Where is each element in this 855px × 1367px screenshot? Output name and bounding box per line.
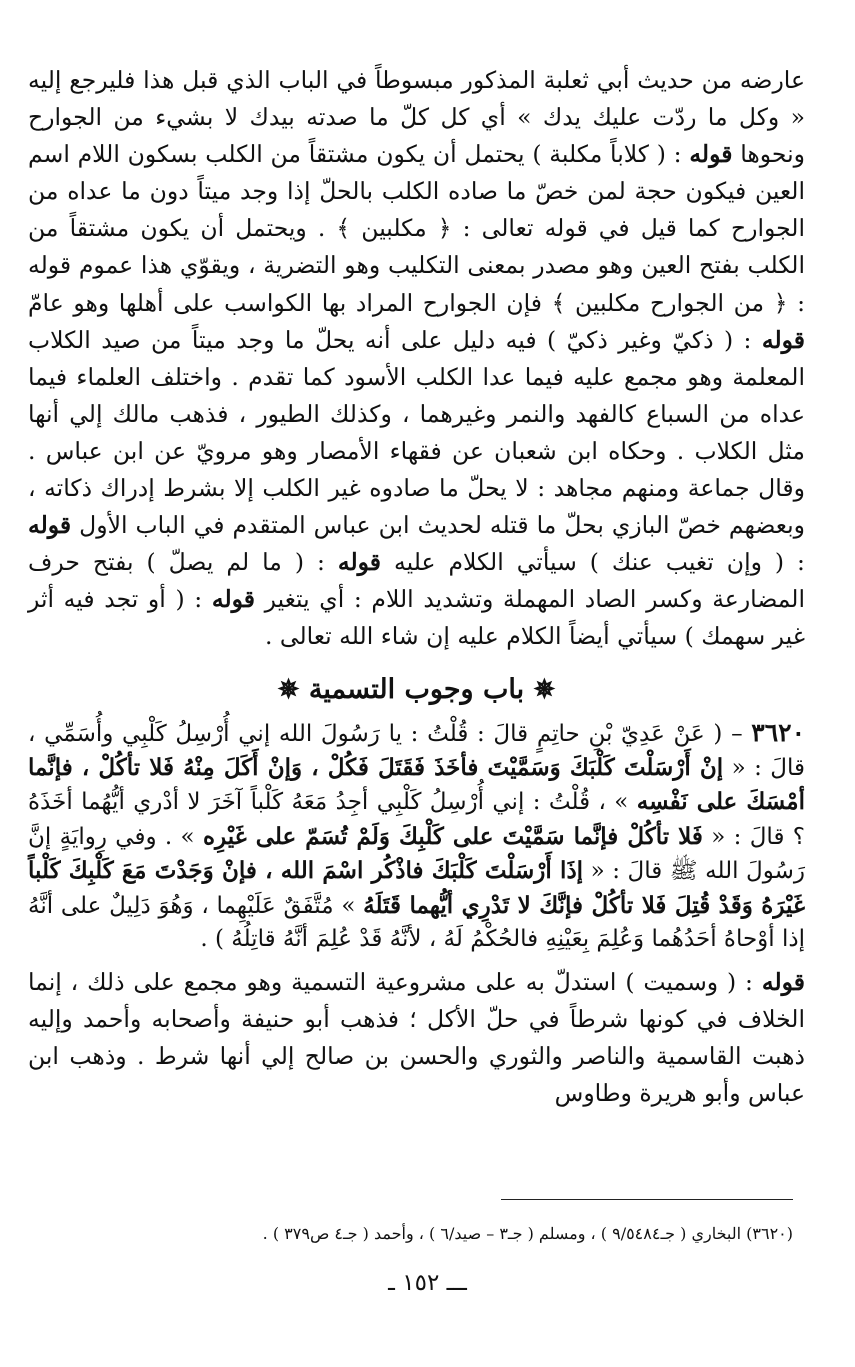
text-run: : ( كلاباً مكلبة ) يحتمل أن يكون مشتقاً من الكلب بسكون اللام اسم العين فيكون حجة لمن خصّ ما صاده الكلب بالحلّ إذا وجد ميتاً دون ما عداه من الجوارح كما قيل في قوله تعالى : ﴿ مكلبين ﴾ . ويحتمل أن يكون مشتقاً من الكلب بفتح العين وهو مصدر بمعنى التكليب وهو التضرية ، ويقوّي هذا عموم قوله : ﴿ من الجوارح مكلبين ﴾ فإن الجوارح المراد بها الكواسب على أهلها وهو عامّ [28,140,805,317]
bold-keyword: قوله [689,140,733,169]
bold-keyword: قوله [211,585,255,614]
hadith-quote-bold: إذَا أَرْسَلْتَ كَلْبَكَ فاذْكُر اسْمَ الله ، فإنْ وَجَدْتَ مَعَ كَلْبِكَ كَلْباً غَيْرَهُ وَقَدْ قُتِلَ فَلا تأكُلْ فإنَّكَ لا تَدْرِي أيُّهما قَتَلَهُ [28,857,805,919]
text-run: : ( أو تجد فيه أثر غير سهمك ) سيأتي أيضاً الكلام عليه إن شاء الله تعالى . [28,585,805,651]
text-run: » ، قُلْتُ : إني أُرْسِلُ كَلْبِي أجِدُ مَعَهُ كَلْباً آخَرَ لا أدْري أيُّهُما أخَذَهُ ؟ قالَ : « [28,789,805,850]
bold-keyword: قوله [761,968,805,997]
star-ornament-icon: ✵ [533,674,556,705]
text-run: عارضه من حديث أبي ثعلبة المذكور مبسوطاً في الباب الذي قبل هذا فليرجع إليه « وكل ما ردّت عليك يدك » أي كل كلّ ما صدته بيدك لا بشيء من الجوارح ونحوها [28,66,805,169]
footnote-divider [501,1199,793,1200]
page-number: ـــ ١٥٢ ـ [388,1270,467,1296]
commentary-paragraph-top [28,62,805,656]
text-run: : ( وسميت ) استدلّ به على مشروعية التسمية وهو مجمع على ذلك ، إنما الخلاف في كونها شرطاً في حلّ الأكل ؛ فذهب أبو حنيفة وأصحابه وأحمد وإليه ذهبت القاسمية والناصر والثوري والحسن بن صالح إلي أنها شرط . وذهب ابن عباس وأبو هريرة وطاوس [28,968,805,1108]
bold-keyword: قوله [337,548,382,577]
chapter-title: باب وجوب التسمية [308,673,525,705]
hadith-quote-bold: إنْ أَرْسَلْتَ كَلْبَكَ وَسَمَّيْتَ فأخَذَ فَقَتَلَ فَكُلْ ، وَإنْ أَكَلَ مِنْهُ فَلا تأكُلْ ، فإنَّما أمْسَكَ على نَفْسِه [28,753,805,816]
text-run: : ( ما لم يصلّ ) بفتح حرف المضارعة وكسر الصاد المهملة وتشديد اللام : أي يتغير [28,548,805,614]
text-run: : ( وإن تغيب عنك ) سيأتي الكلام عليه [394,548,805,577]
bold-keyword: قوله [761,325,805,354]
text-run: : ( ذكيّ وغير ذكيّ ) فيه دليل على أنه يحلّ ما وجد ميتاً من صيد الكلاب المعلمة وهو مجمع عليه فيما عدا الكلب الأسود كما تقدم . واختلف العلماء فيما عداه من السباع كالفهد والنمر وغيرهما ، وكذلك الطيور ، فذهب مالك إلي أنها مثل الكلاب . وحكاه ابن شعبان عن فقهاء الأمصار وهو مرويّ عن ابن عباس . وقال جماعة ومنهم مجاهد : لا يحلّ ما صادوه غير الكلب إلا بشرط إدراك ذكاته ، وبعضهم خصّ البازي بحلّ ما قتله لحديث ابن عباس المتقدم في الباب الأول [28,325,805,540]
chapter-heading [28,670,805,710]
text-run: » مُتَّفَقٌ عَلَيْهِما ، وَهُوَ دَلِيلٌ على أنَّهُ إذا أوْحاهُ أحَدُهُما وَعُلِمَ بِعَيْنِهِ فالحُكْمُ لَهُ ، لأنَّهُ قَدْ عُلِمَ أنَّهُ قاتِلُهُ ) . [28,892,805,952]
star-ornament-icon: ✵ [277,674,300,705]
bold-keyword: قوله [28,511,72,540]
hadith-quote-bold: فَلا تأكُلْ فإنَّما سَمَّيْتَ على كَلْبِكَ وَلَمْ تُسَمّ على غَيْرِه [202,822,703,850]
footnote: (٣٦٢٠) البخاري ( جـ٩/٥٤٨٤ ) ، ومسلم ( جـ٣ – صيد/٦ ) ، وأحمد ( جـ٤ ص٣٧٩ ) . [262,1224,793,1243]
text-run: – ( عَنْ عَدِيّ بْنِ حاتِمٍ قالَ : قُلْتُ : يا رَسُولَ الله إني أُرْسِلُ كَلْبِي وأُسَمِّي ، قالَ : « [28,720,806,781]
hadith-text [28,716,805,957]
text-run: » . وفي رِوايَةٍ إنَّ رَسُولَ الله ﷺ قالَ : « [28,823,805,885]
hadith-number: ٣٦٢٠ [751,717,805,747]
commentary-paragraph-bottom [28,964,805,1112]
